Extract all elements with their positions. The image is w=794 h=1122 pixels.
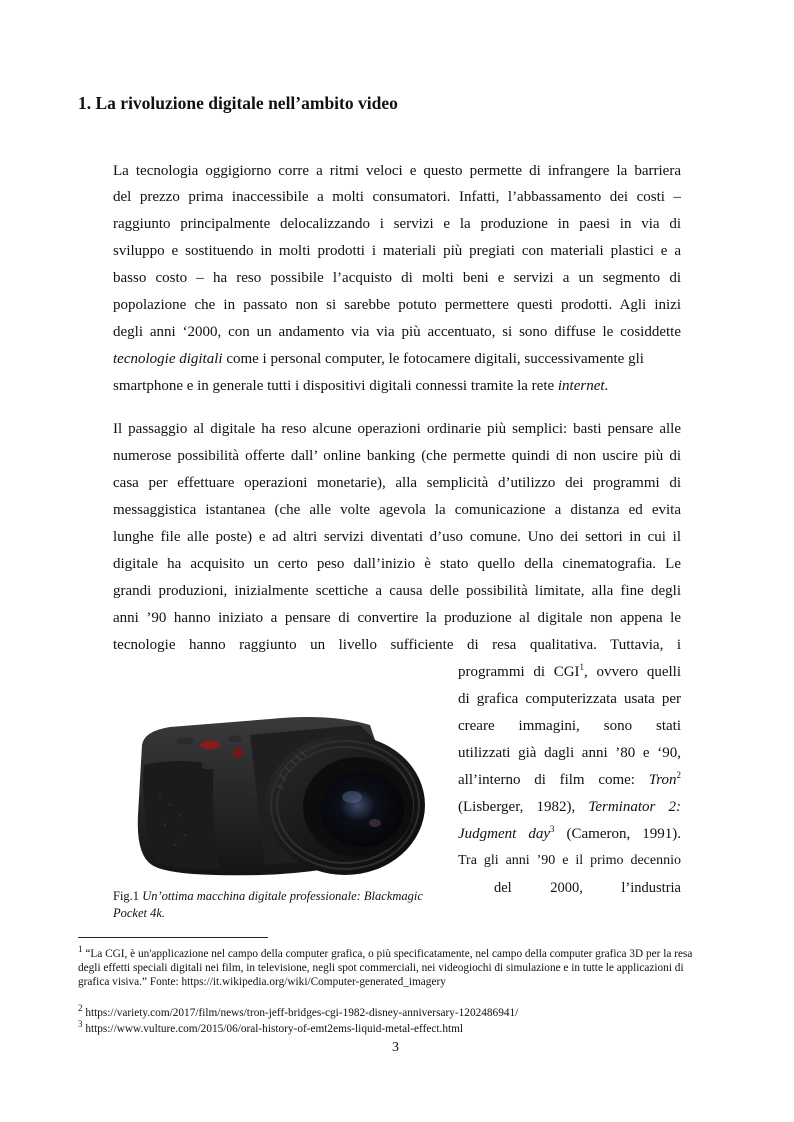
- page-number: 3: [392, 1040, 399, 1055]
- p1-line-9-end: .: [604, 378, 609, 394]
- p2-line-2: numerose possibilità offerte dall’ online banking (che permette quindi di non uscire più di: [113, 448, 681, 464]
- p1-line-6: popolazione che in passato non si sarebbe potuto permettere questi prodotti. Agli inizi: [113, 297, 681, 313]
- col-line-7: [458, 826, 681, 843]
- p1-line-8-text: come i personal computer, le fotocamere digitali, successivamente gli: [222, 351, 644, 367]
- figure-caption: [113, 888, 453, 922]
- col-line-9: del 2000, l’industria: [494, 880, 681, 896]
- p2-line-8: anni ’90 hanno iniziato a pensare di convertire la produzione al digitale non appena le: [113, 610, 681, 626]
- tron-title: [649, 772, 681, 788]
- terminator-title: [458, 826, 554, 842]
- emphasis-text: Tron: [648, 772, 677, 788]
- p1-line-7: degli anni ‘2000, con un andamento via via più accentuato, si sono diffuse le cosiddette: [113, 324, 681, 340]
- col-line-1-end: , ovvero quelli: [584, 664, 681, 680]
- footnote-ref: 2: [676, 770, 681, 780]
- emphasis-text: Terminator 2:: [588, 799, 681, 815]
- p2-line-4: messaggistica istantanea (che alle volte agevola la comunicazione a distanza ed evita: [113, 502, 681, 518]
- footnote-number: 3: [78, 1019, 83, 1030]
- caption-text: Un’ottima macchina digitale professionale: Blackmagic Pocket 4k.: [113, 889, 423, 920]
- emphasis-text: Judgment day: [458, 826, 550, 842]
- footnote-3: [78, 1019, 702, 1036]
- col-line-7-end: (Cameron, 1991).: [554, 826, 681, 842]
- footnote-text: https://variety.com/2017/film/news/tron-jeff-bridges-cgi-1982-disney-anniversary-1202486941/: [82, 1007, 519, 1019]
- col-line-4: utilizzati già dagli anni ’80 e ‘90,: [458, 745, 681, 761]
- p2-line-7: grandi produzioni, inizialmente scettiche a causa delle possibilità limitate, alla fine degli: [113, 583, 681, 599]
- p2-line-6: digitale ha acquisito un certo peso dall’inizio è stato quello della cinematografia. Le: [113, 556, 681, 572]
- col-line-2: di grafica computerizzata usata per: [458, 691, 681, 707]
- p1-line-9: [113, 378, 681, 395]
- col-line-1-text: programmi di CGI: [458, 664, 580, 680]
- footnote-ref: 3: [549, 824, 555, 834]
- footnote-number: 2: [78, 1003, 83, 1014]
- p1-line-4: sviluppo e sostituendo in molti prodotti i materiali più pregiati con materiali plastici e a: [113, 243, 681, 259]
- p1-line-9-text: smartphone e in generale tutti i dispositivi digitali connessi tramite la rete: [113, 378, 558, 394]
- col-line-1: [458, 664, 681, 681]
- footnote-text: https://www.vulture.com/2015/06/oral-history-of-emt2ems-liquid-metal-effect.html: [82, 1023, 464, 1035]
- col-line-8: Tra gli anni ’90 e il primo decennio: [458, 853, 681, 868]
- col-line-6: [458, 799, 681, 816]
- col-line-3: creare immagini, sono stati: [458, 718, 681, 734]
- p1-line-1: La tecnologia oggigiorno corre a ritmi veloci e questo permette di infrangere la barriera: [113, 163, 681, 179]
- emphasis-text: internet: [557, 378, 605, 394]
- caption-label: Fig.1: [113, 889, 143, 903]
- col-line-6-text: (Lisberger, 1982),: [458, 799, 589, 815]
- camera-image: [130, 705, 435, 880]
- footnote-text: “La CGI, è un'applicazione nel campo della computer grafica, o più specificatamente, nel campo della computer grafica 3D per la resa degli effetti speciali digitali nei film, in televisione, negli spot commerciali, nei videogiochi di simulazione e in tutte le applicazioni di grafica visiva.” Fonte: https://it.wikipedia.org/wiki/Computer-generated_imagery: [78, 948, 693, 988]
- p2-line-1: Il passaggio al digitale ha reso alcune operazioni ordinarie più semplici: basti pensare alle: [113, 421, 681, 437]
- footnote-ref: 1: [579, 662, 585, 672]
- p2-line-5: lunghe file alle poste) e ad altri servizi diventati d’uso comune. Uno dei settori in cui il: [113, 529, 681, 545]
- section-heading: 1. La rivoluzione digitale nell’ambito video: [78, 93, 398, 113]
- p2-line-3: casa per effettuare operazioni monetarie), alla semplicità d’utilizzo dei programmi di: [113, 475, 681, 491]
- footnote-number: 1: [78, 944, 83, 955]
- footnote-1: [78, 944, 702, 989]
- footnote-separator: [78, 937, 268, 938]
- emphasis-text: tecnologie digitali: [113, 351, 223, 367]
- col-line-5: [458, 772, 681, 789]
- col-line-5-text: all’interno di film come:: [458, 772, 649, 788]
- p1-line-8: [113, 351, 681, 368]
- p2-line-9: tecnologie hanno raggiunto un livello sufficiente di resa qualitativa. Tuttavia, i: [113, 637, 681, 653]
- footnote-2: [78, 1003, 702, 1020]
- p1-line-2: del prezzo prima inaccessibile a molti consumatori. Infatti, l’abbassamento dei costi –: [113, 189, 681, 205]
- p1-line-3: raggiunto principalmente delocalizzando i servizi e la produzione in paesi in via di: [113, 216, 681, 232]
- p1-line-5: basso costo – ha reso possibile l’acquisto di molti beni e servizi a un segmento di: [113, 270, 681, 286]
